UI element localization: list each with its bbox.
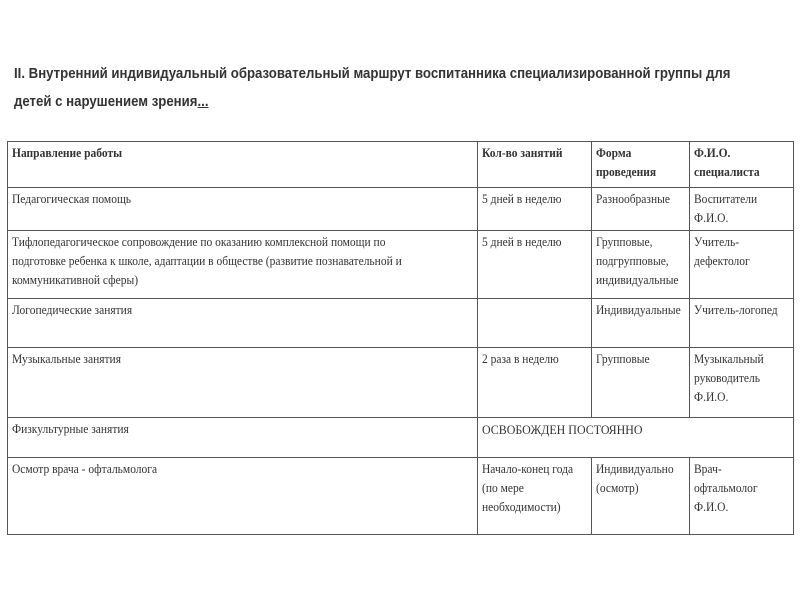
cell-direction: Музыкальные занятия	[8, 348, 478, 418]
cell-specialist: Музыкальный руководитель Ф.И.О.	[690, 348, 794, 418]
cell-specialist: Воспитатели Ф.И.О.	[690, 188, 794, 231]
cell-specialist: Учитель-дефектолог	[690, 231, 794, 299]
cell-count: 5 дней в неделю	[478, 188, 592, 231]
cell-direction: Тифлопедагогическое сопровождение по оказанию комплексной помощи по подготовке ребенка к школе, адаптации в обществе (развитие познавательной и коммуникативной сферы)	[8, 231, 478, 299]
cell-count: Начало-конец года (по мере необходимости)	[478, 458, 592, 535]
cell-form: Групповые	[592, 348, 690, 418]
cell-specialist: Врач-офтальмолог Ф.И.О.	[690, 458, 794, 535]
table-header-row	[8, 142, 794, 188]
cell-form: Разнообразные	[592, 188, 690, 231]
table-row	[8, 348, 794, 418]
cell-direction: Педагогическая помощь	[8, 188, 478, 231]
route-table	[7, 141, 794, 535]
table-row	[8, 418, 794, 458]
table-row	[8, 188, 794, 231]
header-specialist: Ф.И.О. специалиста	[690, 142, 794, 188]
table-row	[8, 231, 794, 299]
table-row	[8, 299, 794, 348]
cell-direction: Логопедические занятия	[8, 299, 478, 348]
cell-form: Групповые, подгрупповые, индивидуальные	[592, 231, 690, 299]
cell-count	[478, 299, 592, 348]
title-line-2	[14, 88, 683, 116]
cell-form: Индивидуальные	[592, 299, 690, 348]
table-row	[8, 458, 794, 535]
header-form: Форма проведения	[592, 142, 690, 188]
title-line-1: II. Внутренний индивидуальный образовательный маршрут воспитанника специализированной группы для	[14, 65, 731, 82]
cell-specialist: Учитель-логопед	[690, 299, 794, 348]
cell-count: 5 дней в неделю	[478, 231, 592, 299]
title-ellipsis: ...	[197, 93, 209, 110]
header-direction: Направление работы	[8, 142, 478, 188]
cell-exemption-merged: ОСВОБОЖДЕН ПОСТОЯННО	[478, 418, 794, 458]
title-line-2-text: детей с нарушением зрения	[14, 93, 198, 110]
cell-count: 2 раза в неделю	[478, 348, 592, 418]
cell-direction: Физкультурные занятия	[8, 418, 478, 458]
cell-direction: Осмотр врача - офтальмолога	[8, 458, 478, 535]
cell-form: Индивидуально (осмотр)	[592, 458, 690, 535]
header-count: Кол-во занятий	[478, 142, 592, 188]
document-title	[14, 60, 731, 116]
